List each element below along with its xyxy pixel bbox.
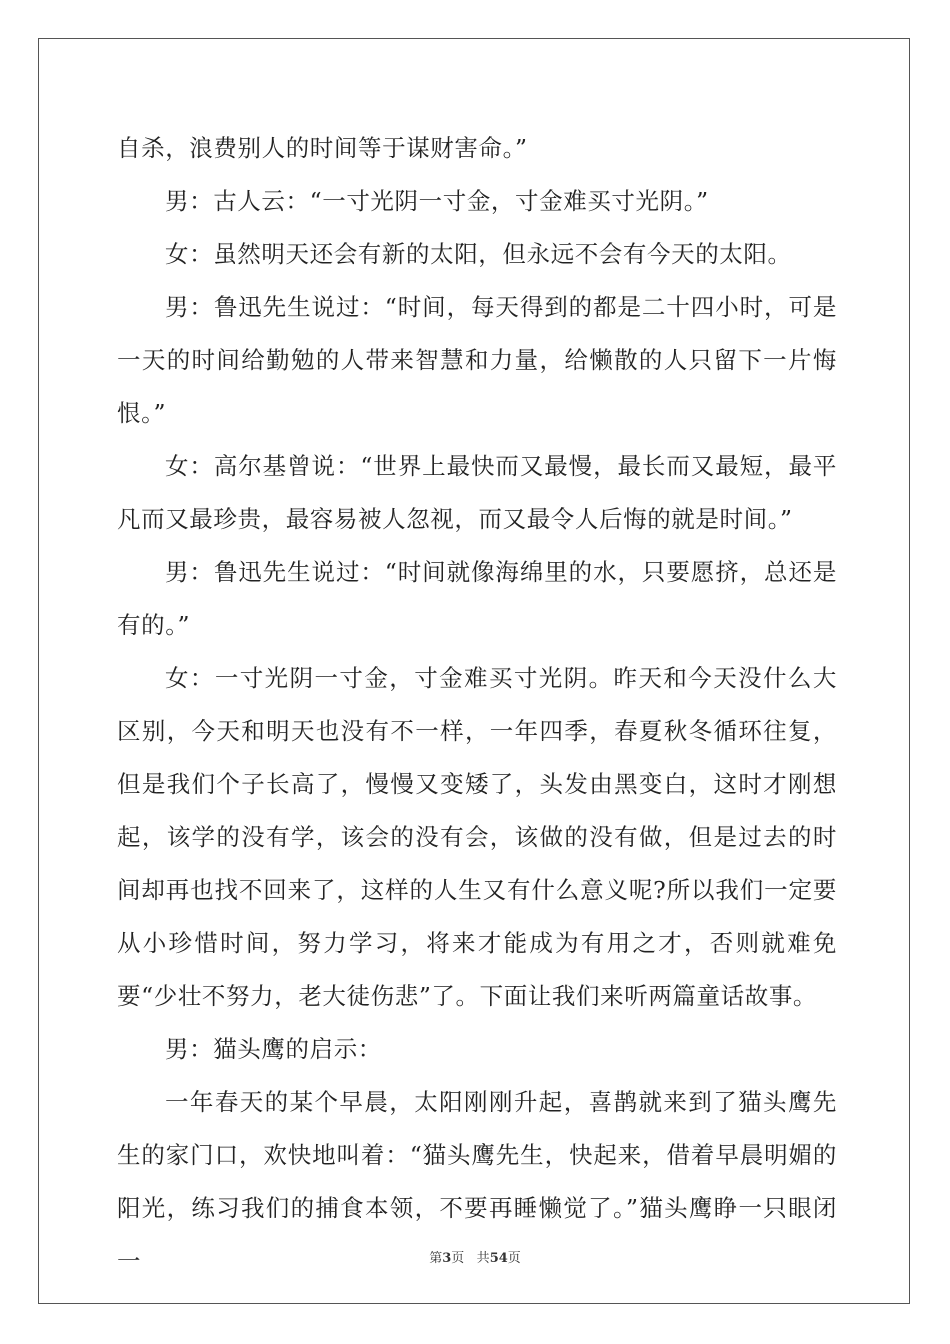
paragraph-1: 自杀，浪费别人的时间等于谋财害命。” — [117, 134, 528, 162]
total-page-count: 54 — [489, 1251, 508, 1266]
paragraph-6: 男：鲁迅先生说过：“时间就像海绵里的水，只要愿挤，总还是有的。” — [117, 558, 837, 639]
paragraph-2: 男：古人云：“一寸光阴一寸金，寸金难买寸光阴。” — [165, 187, 709, 215]
total-prefix: 共 — [476, 1251, 490, 1266]
paragraph-8: 男：猫头鹰的启示： — [165, 1035, 382, 1063]
paragraph-9: 一年春天的某个早晨，太阳刚刚升起，喜鹊就来到了猫头鹰先生的家门口，欢快地叫着：“猫头鹰先生，快起来，借着早晨明媚的阳光，练习我们的捕食本领，不要再睡懒觉了。”猫头鹰睁一只眼闭一 — [117, 1088, 837, 1275]
page-suffix: 页 — [451, 1251, 465, 1266]
total-suffix: 页 — [507, 1251, 521, 1266]
paragraph-3: 女：虽然明天还会有新的太阳，但永远不会有今天的太阳。 — [165, 240, 792, 268]
document-body — [117, 122, 837, 1288]
page-footer — [0, 1247, 950, 1266]
paragraph-7: 女：一寸光阴一寸金，寸金难买寸光阴。昨天和今天没什么大区别，今天和明天也没有不一样，一年四季，春夏秋冬循环往复，但是我们个子长高了，慢慢又变矮了，头发由黑变白，这时才刚想起，该学的没有学，该会的没有会，该做的没有做，但是过去的时间却再也找不回来了，这样的人生又有什么意义呢?所以我们一定要从小珍惜时间，努力学习，将来才能成为有用之才，否则就难免要“少壮不努力，老大徒伤悲”了。下面让我们来听两篇童话故事。 — [117, 664, 837, 1010]
page-prefix: 第 — [429, 1251, 443, 1266]
paragraph-5: 女：高尔基曾说：“世界上最快而又最慢，最长而又最短，最平凡而又最珍贵，最容易被人忽视，而又最令人后悔的就是时间。” — [117, 452, 837, 533]
current-page-number: 3 — [442, 1251, 452, 1266]
paragraph-4: 男：鲁迅先生说过：“时间，每天得到的都是二十四小时，可是一天的时间给勤勉的人带来智慧和力量，给懒散的人只留下一片悔恨。” — [117, 293, 837, 427]
